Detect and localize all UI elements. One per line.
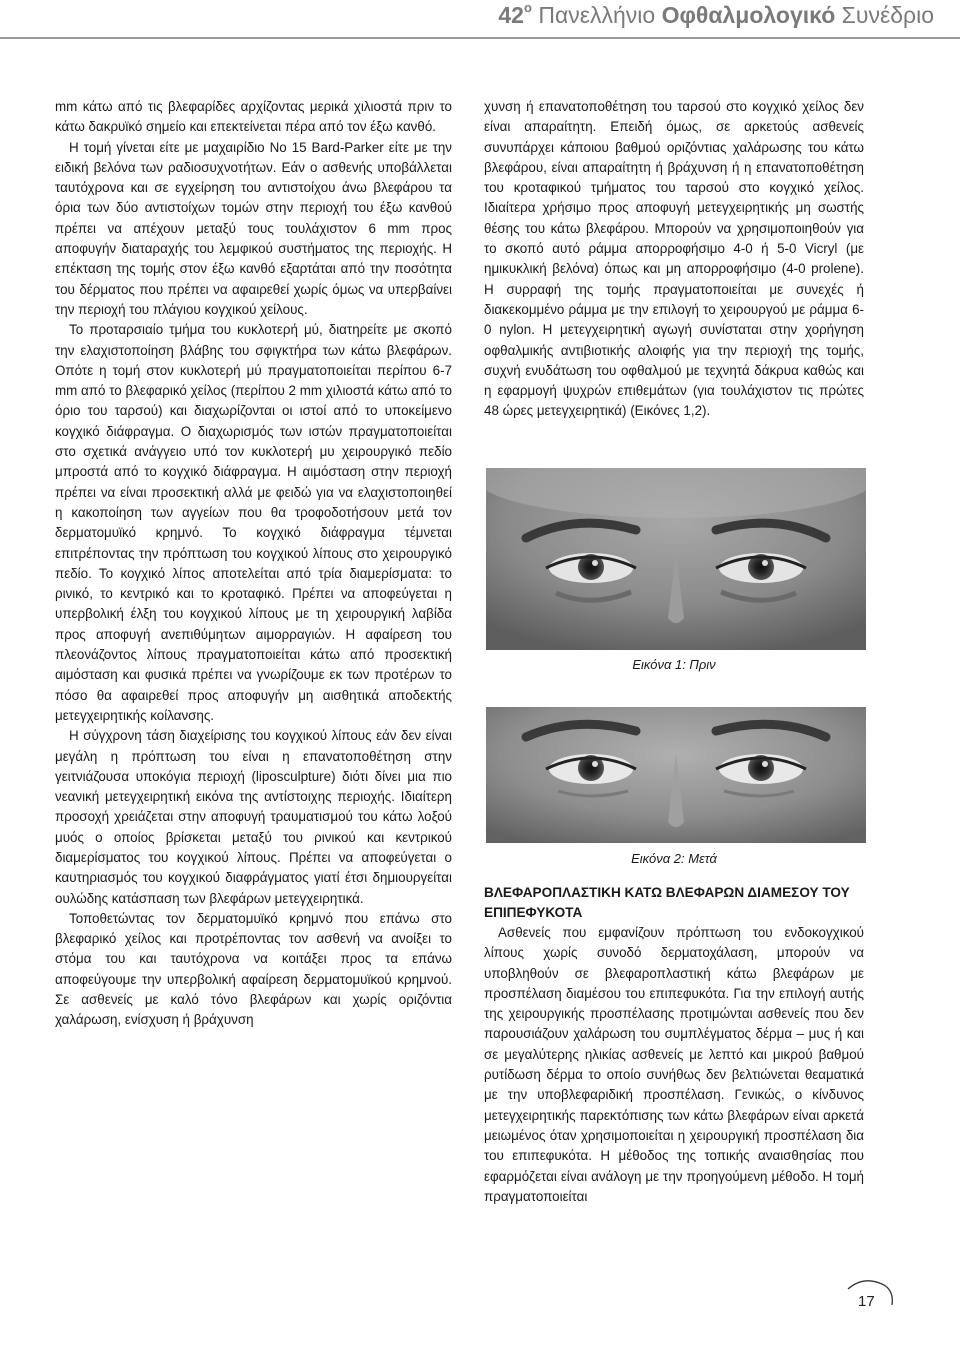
header-word-1: Πανελλήνιο (531, 2, 662, 28)
header-word-3: Συνέδριο (835, 2, 934, 28)
left-paragraph: Η τομή γίνεται είτε με μαχαιρίδιο No 15 Bard-Parker είτε με την ειδική βελόνα των ραδιοσυχνοτήτων. Εάν ο ασθενής υποβάλλεται ταυτόχρονα και σε εγχείρηση του αντιστοίχου άνω βλεφάρου τα όρια των δύο αντιστοίχων τομών στην περιοχή του έξω κανθού πρέπει να απέχουν μεταξύ τους τουλάχιστον 6 mm προς αποφυγήν διαταραχής του λεμφικού συστήματος της περιοχής. Η επέκταση της τομής στον έξω κανθό εξαρτάται από την ποσότητα του δέρματος που πρέπει να αφαιρεθεί χωρίς όμως να υπερβαίνει την περιοχή του πλάγιου κογχικού χείλους. (55, 139, 452, 317)
section-transconjunctival (484, 883, 864, 1207)
left-paragraph: mm κάτω από τις βλεφαρίδες αρχίζοντας μερικά χιλιοστά πριν το κάτω δακρυϊκό σημείο και επεκτείνεται πέρα από τον έξω κανθό. (55, 99, 452, 135)
section-heading: ΒΛΕΦΑΡΟΠΛΑΣΤΙΚΗ ΚΑΤΩ ΒΛΕΦΑΡΩΝ ΔΙΑΜΕΣΟΥ ΤΟΥ ΕΠΙΠΕΦΥΚΟΤΑ (484, 885, 850, 920)
left-paragraph: Η σύγχρονη τάση διαχείρισης του κογχικού λίπους εάν δεν είναι μεγάλη η πρόπτωση του είναι η επανατοποθέτηση στην γειτνιάζουσα υποκόγια περιοχή (liposculpture) διότι δίνει μια πιο νεανική μετεγχειρητική εικόνα της αντίστοιχης περιοχής. Ιδιαίτερη προσοχή χρειάζεται στην αποφυγή τραυματισμού του κάτω λοξού μυός ο οποίος βρίσκεται μεταξύ του ρινικού και κεντρικού διαμερίσματος του κογχικού λίπους. Πρέπει να αποφεύγεται ο καυτηριασμός του κογχικού διαφράγματος γιατί έτσι δημιουργείται ουλώδης κατάσπαση των βλεφάρων μετεγχειρητικά. (55, 728, 452, 906)
figure-after-photo (486, 707, 866, 843)
figure-2-caption: Εικόνα 2: Μετά (631, 851, 717, 866)
section-body: Ασθενείς που εμφανίζουν πρόπτωση του ενδοκογχικού λίπους χωρίς συνοδό δερματοχάλαση, μπορούν να υποβληθούν σε βλεφαροπλαστική κάτω βλεφάρων με προσπέλαση διαμέσου του επιπεφυκότα. Για την επιλογή αυτής της χειρουργικής προσπέλασης προτιμώνται ασθενείς που δεν παρουσιάζουν χαλάρωση του συμπλέγματος δέρμα – μυς ή και σε μεγαλύτερης ηλικίας ασθενείς με λεπτό και μικρού βαθμού ρυτίδωση δέρμα το οποίο συνήθως δεν βελτιώνεται θεαματικά με την υποβλεφαριδική προσπέλαση. Γενικώς, ο κίνδυνος μετεγχειρητικής παρεκτόπισης των κάτω βλεφάρων είναι αρκετά μειωμένος όταν χρησιμοποιείται η χειρουργική προσπέλαση δια του επιπεφυκότα. Η μέθοδος της τοπικής αναισθησίας που εφαρμόζεται είναι ανάλογη με την προηγούμενη μέθοδο. Η τομή πραγματοποιείται (484, 925, 864, 1204)
header-title (498, 2, 934, 29)
header-superscript: ο (523, 0, 532, 15)
figure-before-photo (486, 468, 866, 650)
left-column (55, 97, 452, 1031)
left-paragraph: Τοποθετώντας τον δερματομυϊκό κρημνό που επάνω στο βλεφαρικό χείλος και προτρέποντας τον ασθενή να ανοίξει το στόμα του και ταυτόχρονα να κοιτάξει προς τα επάνω αποφεύγουμε την υπερβολική αφαίρεση δερματομυϊκού κρημνού. Σε ασθενείς με καλό τόνο βλεφάρων και χωρίς οριζόντια χαλάρωση, ενίσχυση ή βράχυνση (55, 910, 452, 1028)
header-word-2: Οφθαλμολογικό (661, 2, 836, 28)
left-paragraph: Το προταρσιαίο τμήμα του κυκλοτερή μύ, διατηρείτε με σκοπό την ελαχιστοποίηση βλάβης του σφιγκτήρα των κάτω βλεφάρων. Οπότε η τομή στον κυκλοτερή μύ πραγματοποιείται περίπου 6-7 mm από το βλεφαρικό χείλος (περίπου 2 mm χιλιοστά κάτω από το όριο του ταρσού) και διαχωρίζονται οι ιστοί από το υποκείμενο κογχικό διάφραγμα. Ο διαχωρισμός των ιστών πραγματοποιείται στο σχετικά ανάγγειο υπό τον κυκλοτερή μυ χειρουργικό πεδίο μπροστά από το κογχικό διάφραγμα. Η αιμόσταση στην περιοχή πρέπει να είναι προσεκτική αλλά με φειδώ για να ελαχιστοποιηθεί η κακοποίηση των αγγείων που θα τροφοδοτήσουν μετά τον δερματομυϊκό κρημνό. Το κογχικό διάφραγμα τέμνεται επιτρέποντας την πρόπτωση του κογχικού λίπους στο χειρουργικό πεδίο. Το κογχικό λίπος αποτελείται από τρία διαμερίσματα: το ρινικό, το κεντρικό και το κροταφικό. Πρέπει να αποφεύγεται η υπερβολική έλξη του κογχικού λίπους με τη χειρουργική λαβίδα προς αποφυγή ανεπιθύμητων αιμορραγιών. Η αφαίρεση του πλεονάζοντος λίπους πραγματοποιείται κάτω από προσεκτική αιμόσταση και φυσικά πρέπει να γνωρίζουμε εκ των προτέρων το πόσο θα αφαιρεθεί προς αποφυγήν μη αισθητικά αποδεκτής μετεγχειρητικής κοίλανσης. (55, 322, 452, 723)
header-rule (0, 37, 960, 39)
figure-1-caption: Εικόνα 1: Πριν (632, 657, 716, 672)
header-number: 42 (498, 2, 524, 28)
page-number: 17 (858, 1293, 875, 1310)
page-number-badge (836, 1277, 896, 1323)
running-header (0, 0, 960, 36)
right-column (484, 97, 864, 422)
right-paragraph: χυνση ή επανατοποθέτηση του ταρσού στο κογχικό χείλος δεν είναι απαραίτητη. Επειδή όμως, σε αρκετούς ασθενείς συνυπάρχει κάποιου βαθμού οριζόντιας χαλάρωσης του κάτω βλεφάρου, είναι απαραίτητη ή βράχυνση ή η επανατοποθέτηση του κροταφικού τμήματος του ταρσού στο κογχικό χείλος. Ιδιαίτερα χρήσιμο προς αποφυγή μετεγχειρητικής μη σωστής θέσης του κάτω βλεφάρου. Μπορούν να χρησιμοποιηθούν για το σκοπό αυτό ράμμα απορροφήσιμο 4-0 ή 5-0 Vicryl (με ημικυκλική βελόνα) όπως και μη απορροφήσιμο (4-0 prolene). Η συρραφή της τομής πραγματοποιείται με συνεχές ή διακεκομμένο ράμμα με την επιλογή το χειρουργού με ράμμα 6-0 nylon. Η μετεγχειρητική αγωγή συνίσταται στην χορήγηση οφθαλμικής αντιβιοτικής αλοιφής για την περιοχή της τομής, συχνή ενυδάτωση του οφθαλμού με τεχνητά δάκρυα καθώς και η εφαρμογή ψυχρών επιθεμάτων (για τουλάχιστον τις πρώτες 48 ώρες μετεγχειρητικά) (Εικόνες 1,2). (484, 99, 864, 419)
